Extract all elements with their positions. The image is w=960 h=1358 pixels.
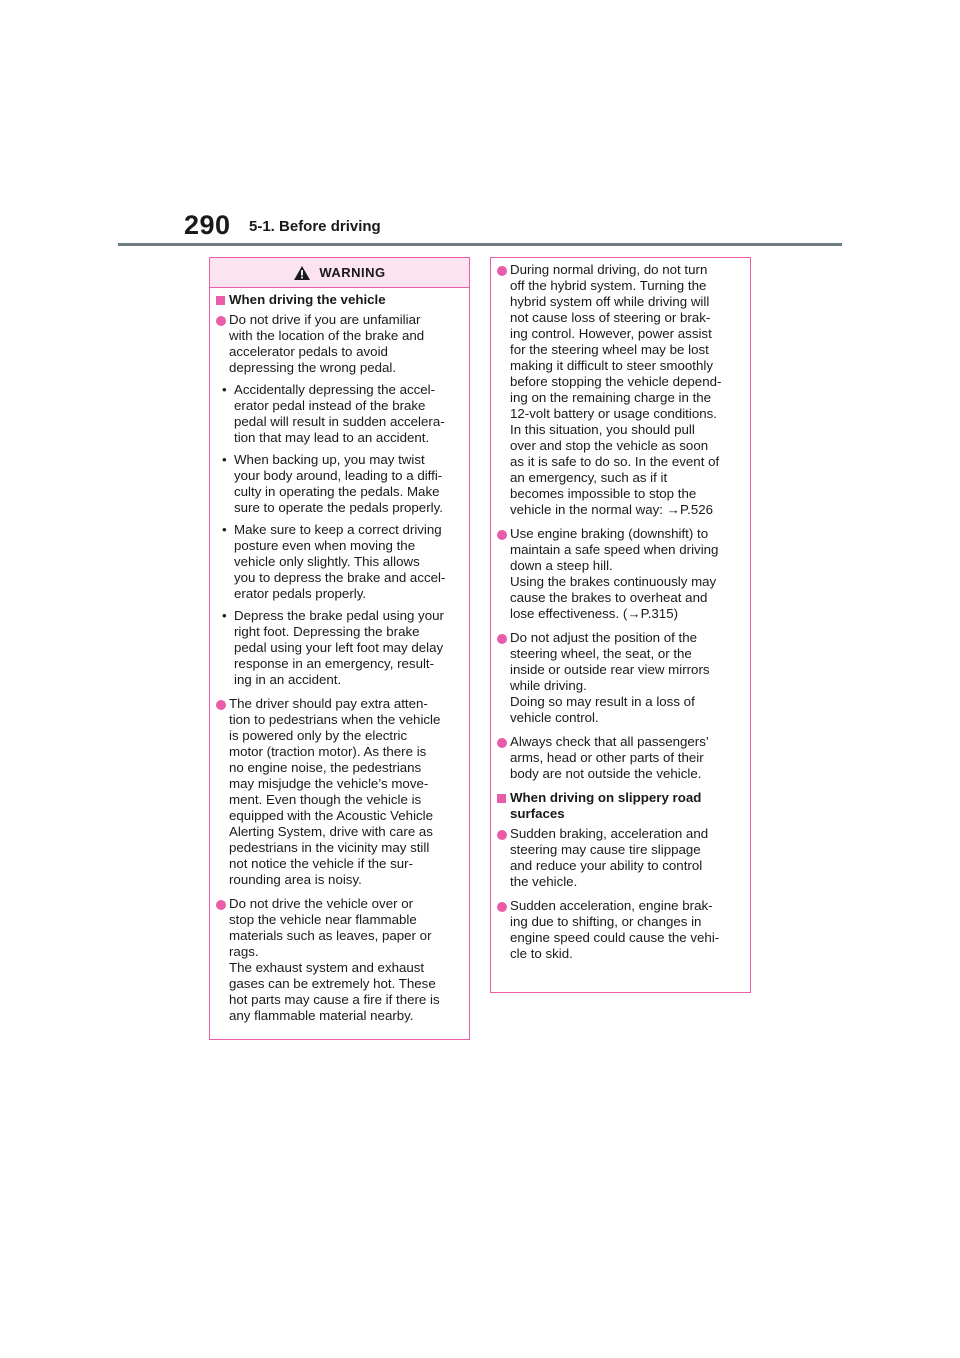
- list-item-text: Always check that all passengers’ arms, head or other parts of their body are not outside the vehicle.: [510, 734, 709, 781]
- section-title: 5-1. Before driving: [249, 218, 381, 235]
- list-item-text: Do not drive the vehicle over or stop the vehicle near flammable materials such as leaves, paper or rags. The exhaust system and exhaust gases can be extremely hot. These hot parts may cause a fire if there is any flammable material nearby.: [229, 896, 440, 1023]
- sub-item-text: Depress the brake pedal using your right foot. Depressing the brake pedal using your left foot may delay response in an emergency, result- ing in an accident.: [234, 608, 444, 687]
- list-item: [216, 696, 463, 888]
- list-item: [216, 312, 463, 376]
- warning-content-right: [491, 258, 750, 962]
- sub-list-item: [216, 522, 463, 602]
- circle-bullet-icon: [216, 900, 226, 910]
- circle-bullet-icon: [216, 700, 226, 710]
- list-item: [497, 734, 744, 782]
- list-item-text: The driver should pay extra atten- tion to pedestrians when the vehicle is powered only by the electric motor (traction motor). As there is no engine noise, the pedestrians may misjudge the vehicle’s move- ment. Even though the vehicle is equipped with the Acoustic Vehicle Alerting System, drive with care as pedestrians in the vicinity may still not notice the vehicle if the sur- rounding area is noisy.: [229, 696, 441, 887]
- sub-bullet-marker: •: [222, 522, 227, 537]
- sub-bullet-marker: •: [222, 452, 227, 467]
- list-item: [497, 826, 744, 890]
- list-item-text: Do not drive if you are unfamiliar with the location of the brake and accelerator pedals to avoid depressing the wrong pedal.: [229, 312, 425, 375]
- heading-text: When driving on slippery road surfaces: [510, 790, 702, 821]
- warning-box-right: [490, 257, 751, 993]
- circle-bullet-icon: [497, 266, 507, 276]
- warning-header: [210, 258, 469, 288]
- square-bullet-icon: [497, 794, 506, 803]
- heading-text: When driving the vehicle: [229, 292, 386, 307]
- list-item-text: Use engine braking (downshift) to maintain a safe speed when driving down a steep hill. Using the brakes continuously may cause the brakes to overheat and lose effectiveness. (→P.315): [510, 526, 719, 621]
- circle-bullet-icon: [216, 316, 226, 326]
- warning-content-left: [210, 288, 469, 1024]
- sub-item-text: When backing up, you may twist your body around, leading to a diffi- culty in operating the pedals. Make sure to operate the pedals properly.: [234, 452, 443, 515]
- square-bullet-icon: [216, 296, 225, 305]
- circle-bullet-icon: [497, 634, 507, 644]
- sub-bullet-marker: •: [222, 608, 227, 623]
- list-item: [497, 630, 744, 726]
- list-item-text: Do not adjust the position of the steering wheel, the seat, or the inside or outside rear view mirrors while driving. Doing so may result in a loss of vehicle control.: [510, 630, 710, 725]
- sub-list-item: [216, 382, 463, 446]
- list-item: [216, 896, 463, 1024]
- list-item: [497, 898, 744, 962]
- list-item-text: During normal driving, do not turn off the hybrid system. Turning the hybrid system off while driving will not cause loss of steering or brak- ing control. However, power assist for the steering wheel may be lost making it difficult to steer smoothly before stopping the vehicle depend- ing on the remaining charge in the 12-volt battery or usage conditions. In this situation, you should pull over and stop the vehicle as soon as it is safe to do so. In the event of an emergency, such as if it becomes impossible to stop the vehicle in the normal way: →P.526: [510, 262, 722, 517]
- sub-bullet-marker: •: [222, 382, 227, 397]
- sub-item-text: Make sure to keep a correct driving posture even when moving the vehicle only slightly. This allows you to depress the brake and accel- erator pedals properly.: [234, 522, 446, 601]
- subheading-slippery: [497, 790, 744, 822]
- warning-title: WARNING: [319, 265, 386, 280]
- warning-box-left: [209, 257, 470, 1040]
- circle-bullet-icon: [497, 902, 507, 912]
- warning-triangle-icon: [293, 265, 311, 281]
- sub-list-item: [216, 452, 463, 516]
- subheading-driving: [216, 292, 463, 308]
- list-item-text: Sudden acceleration, engine brak- ing due to shifting, or changes in engine speed could cause the vehi- cle to skid.: [510, 898, 720, 961]
- list-item-text: Sudden braking, acceleration and steering may cause tire slippage and reduce your ability to control the vehicle.: [510, 826, 709, 889]
- list-item: [497, 262, 744, 518]
- circle-bullet-icon: [497, 738, 507, 748]
- circle-bullet-icon: [497, 830, 507, 840]
- circle-bullet-icon: [497, 530, 507, 540]
- sub-list-item: [216, 608, 463, 688]
- list-item: [497, 526, 744, 622]
- page-number: 290: [184, 210, 231, 240]
- header-rule: [118, 243, 842, 246]
- sub-item-text: Accidentally depressing the accel- erator pedal instead of the brake pedal will result in sudden accelera- tion that may lead to an accident.: [234, 382, 445, 445]
